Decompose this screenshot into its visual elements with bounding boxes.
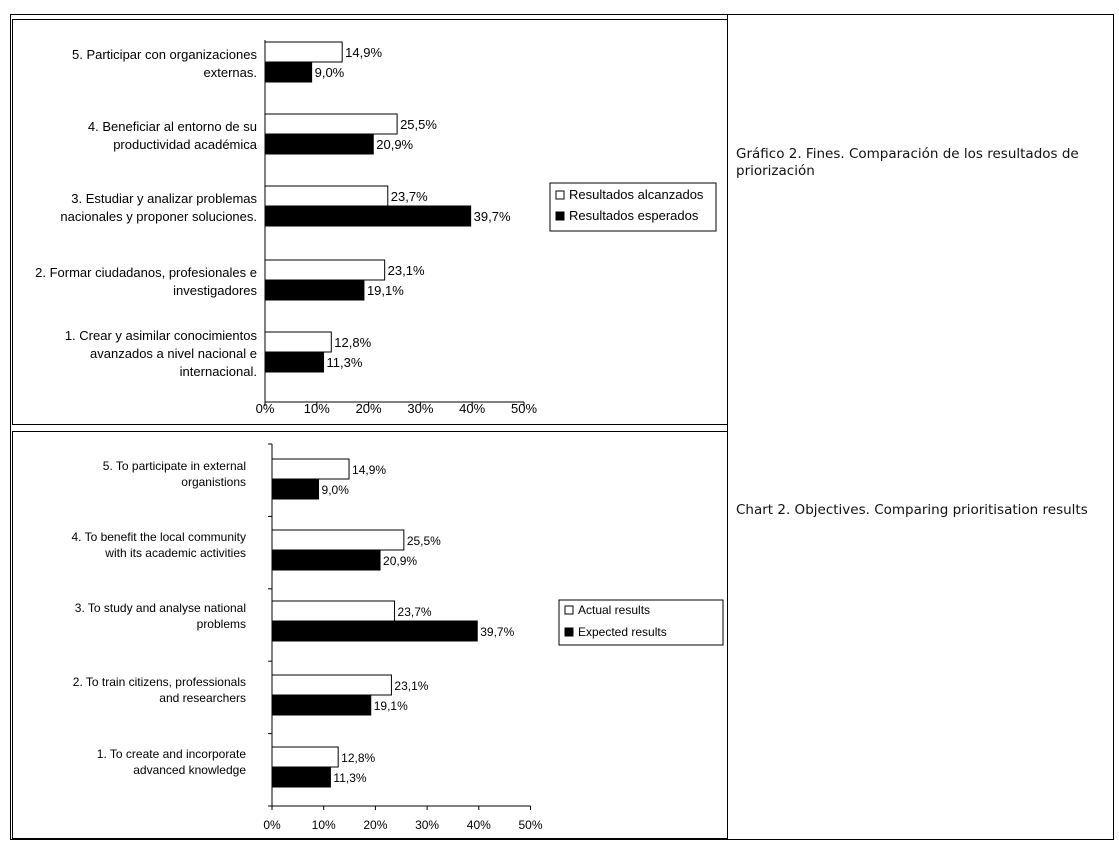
- bar-actual: [265, 186, 388, 206]
- x-tick-label: 30%: [407, 401, 434, 416]
- x-tick-label: 20%: [363, 818, 388, 832]
- bar-value-label: 12,8%: [334, 335, 372, 350]
- x-tick-label: 10%: [303, 401, 330, 416]
- bar-value-label: 20,9%: [383, 554, 418, 568]
- bar-actual: [265, 260, 385, 280]
- x-tick-label: 40%: [466, 818, 491, 832]
- category-label: 3. To study and analyse national problems: [74, 601, 246, 631]
- caption-en: Chart 2. Objectives. Comparing prioritisation results: [736, 502, 1088, 518]
- bar-actual: [272, 747, 338, 767]
- bar-expected: [265, 280, 364, 300]
- category-label: 4. To benefit the local community with its academic activities: [71, 530, 246, 560]
- bar-value-label: 12,8%: [341, 751, 376, 765]
- category-label: 2. To train citizens, professionals and researchers: [72, 675, 246, 705]
- bar-actual: [265, 42, 342, 62]
- category-label: 2. Formar ciudadanos, profesionales e investigadores: [35, 265, 257, 298]
- bar-expected: [265, 62, 312, 82]
- bar-value-label: 23,7%: [397, 605, 432, 619]
- legend-label: Expected results: [578, 625, 667, 639]
- bar-value-label: 23,1%: [394, 679, 429, 693]
- category-label: 3. Estudiar y analizar problemas nacionales y proponer soluciones.: [60, 191, 257, 224]
- x-tick-label: 0%: [255, 401, 275, 416]
- bar-value-label: 25,5%: [400, 117, 437, 132]
- chart-panel-es: [12, 19, 728, 425]
- bar-actual: [265, 332, 331, 352]
- x-tick-label: 20%: [355, 401, 382, 416]
- bar-expected: [265, 206, 471, 226]
- bar-value-label: 9,0%: [321, 483, 349, 497]
- bar-value-label: 11,3%: [326, 355, 363, 370]
- bar-value-label: 14,9%: [345, 45, 383, 60]
- bar-value-label: 9,0%: [314, 65, 345, 80]
- legend-swatch-actual: [556, 191, 564, 199]
- bar-actual: [265, 114, 397, 134]
- category-label: 5. Participar con organizaciones externas.: [72, 47, 257, 80]
- category-label: 4. Beneficiar al entorno de su productividad académica: [87, 119, 257, 152]
- bar-value-label: 19,1%: [366, 283, 404, 298]
- legend-label: Resultados esperados: [569, 208, 699, 223]
- caption-es: Gráfico 2. Fines. Comparación de los resultados de priorización: [736, 146, 1079, 179]
- bar-chart-en: [13, 432, 729, 840]
- x-tick-label: 10%: [311, 818, 336, 832]
- legend-swatch-actual: [565, 606, 573, 614]
- bar-expected: [272, 550, 380, 570]
- bar-value-label: 23,1%: [387, 263, 425, 278]
- x-tick-label: 30%: [415, 818, 440, 832]
- bar-value-label: 39,7%: [473, 209, 511, 224]
- chart-panel-en: [12, 431, 728, 839]
- bar-actual: [272, 675, 391, 695]
- bar-actual: [272, 601, 395, 621]
- legend-swatch-expected: [565, 628, 573, 636]
- category-label: 1. To create and incorporate advanced knowledge: [96, 747, 246, 777]
- bar-expected: [272, 621, 477, 641]
- bar-expected: [272, 479, 319, 499]
- x-tick-label: 50%: [510, 401, 538, 416]
- x-tick-label: 50%: [518, 818, 543, 832]
- x-tick-label: 40%: [459, 401, 486, 416]
- bar-value-label: 19,1%: [373, 699, 408, 713]
- bar-actual: [272, 459, 349, 479]
- bar-value-label: 20,9%: [376, 137, 414, 152]
- legend-label: Actual results: [578, 603, 651, 617]
- bar-value-label: 23,7%: [390, 189, 428, 204]
- bar-value-label: 11,3%: [333, 771, 367, 785]
- bar-value-label: 14,9%: [352, 463, 387, 477]
- bar-expected: [265, 352, 324, 372]
- bar-actual: [272, 530, 404, 550]
- x-tick-label: 0%: [263, 818, 281, 832]
- legend-swatch-expected: [556, 212, 564, 220]
- bar-value-label: 25,5%: [406, 534, 441, 548]
- bar-value-label: 39,7%: [480, 625, 515, 639]
- bar-expected: [272, 767, 330, 787]
- category-label: 1. Crear y asimilar conocimientos avanzados a nivel nacional e internacional.: [64, 328, 257, 379]
- bar-chart-es: [13, 20, 729, 426]
- legend-label: Resultados alcanzados: [569, 187, 704, 202]
- bar-expected: [272, 695, 371, 715]
- bar-expected: [265, 134, 373, 154]
- category-label: 5. To participate in external organistions: [102, 459, 246, 489]
